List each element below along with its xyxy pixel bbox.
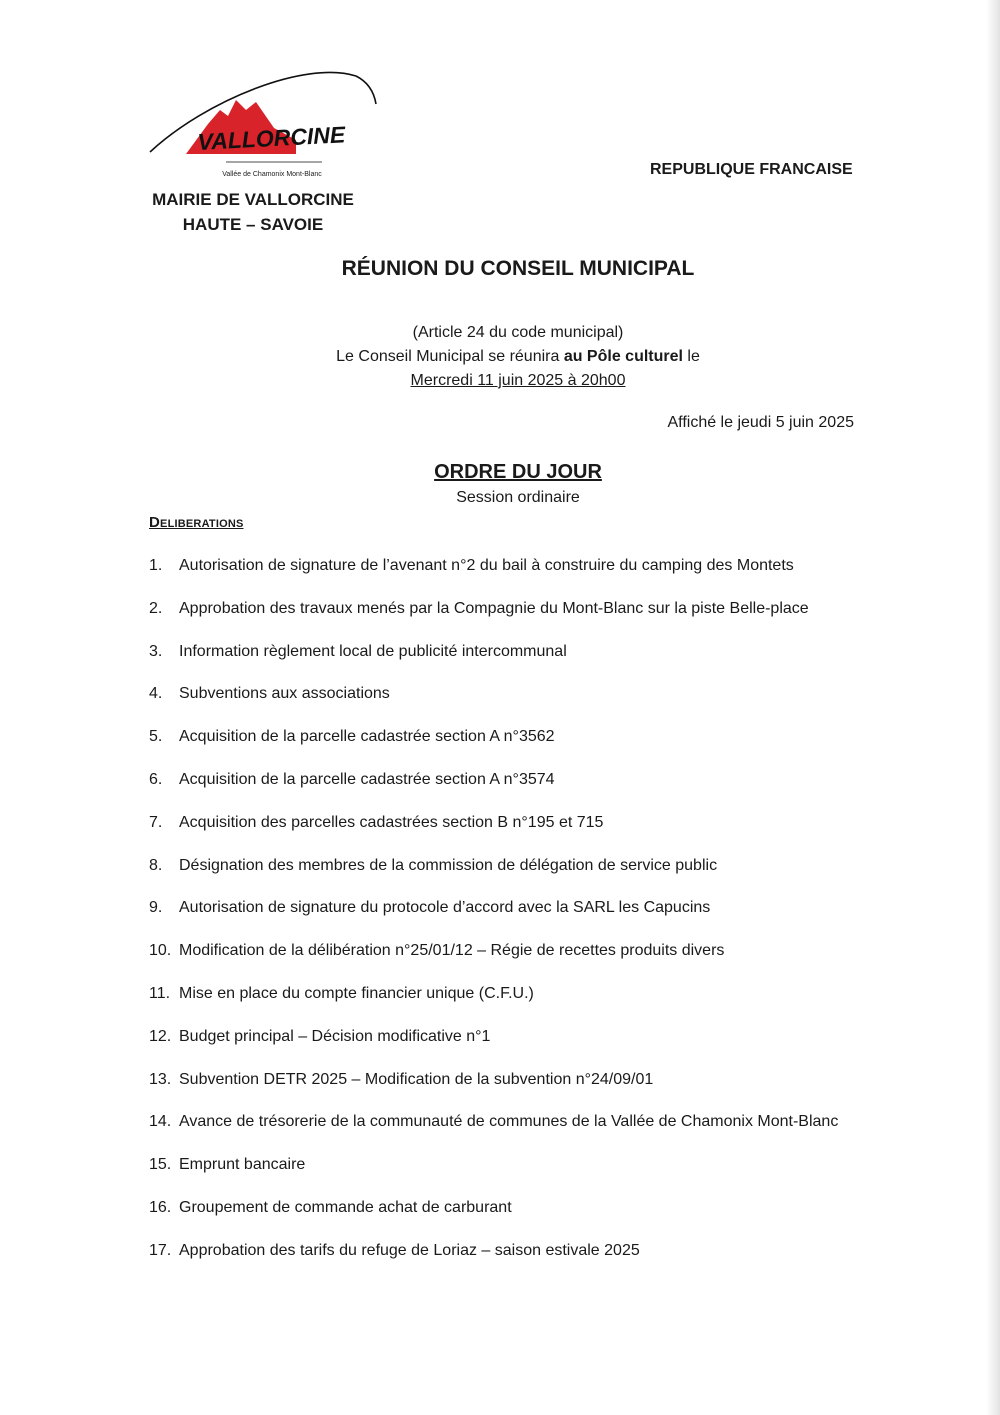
agenda-item-text: Approbation des tarifs du refuge de Loriaz – saison estivale 2025	[179, 1241, 640, 1259]
agenda-item-text: Approbation des travaux menés par la Compagnie du Mont-Blanc sur la piste Belle-place	[179, 599, 809, 617]
agenda-item	[149, 855, 889, 898]
posted-date: Affiché le jeudi 5 juin 2025	[667, 414, 854, 431]
agenda-item-text: Acquisition de la parcelle cadastrée section A n°3562	[179, 728, 555, 746]
agenda-item-text: Subvention DETR 2025 – Modification de la subvention n°24/09/01	[179, 1070, 654, 1088]
agenda-item-text: Subventions aux associations	[179, 685, 390, 703]
mairie-name: MAIRIE DE VALLORCINE	[152, 190, 354, 209]
agenda-item	[149, 983, 889, 1026]
agenda-item-text: Acquisition des parcelles cadastrées section B n°195 et 715	[179, 813, 604, 831]
agenda-item-number: 6.	[149, 770, 163, 788]
agenda-heading: ORDRE DU JOUR	[434, 461, 602, 483]
agenda-item	[149, 1069, 889, 1112]
agenda-item-text: Information règlement local de publicité intercommunal	[179, 642, 567, 660]
agenda-item-number: 16.	[149, 1198, 172, 1216]
convocation-block	[0, 321, 1000, 393]
agenda-item-text: Désignation des membres de la commission de délégation de service public	[179, 856, 718, 874]
agenda-item-number: 10.	[149, 942, 172, 960]
logo-wordmark: VALLORCINE	[196, 121, 346, 155]
agenda-item	[149, 1240, 889, 1283]
agenda-item-number: 4.	[149, 685, 163, 703]
agenda-item-number: 1.	[149, 557, 163, 574]
agenda-item	[149, 1197, 889, 1240]
agenda-item-number: 11.	[149, 984, 171, 1002]
agenda-item	[149, 555, 889, 598]
session-type: Session ordinaire	[456, 489, 580, 506]
agenda-item	[149, 1154, 889, 1197]
agenda-item-text: Autorisation de signature du protocole d’accord avec la SARL les Capucins	[179, 899, 711, 917]
agenda-item-text: Autorisation de signature de l’avenant n°2 du bail à construire du camping des Montets	[179, 557, 794, 574]
agenda-item-text: Groupement de commande achat de carburant	[179, 1198, 512, 1216]
agenda-item-number: 2.	[149, 599, 163, 617]
agenda-item	[149, 812, 889, 855]
article-reference: (Article 24 du code municipal)	[412, 324, 624, 341]
agenda-item-text: Mise en place du compte financier unique (C.F.U.)	[179, 984, 534, 1002]
agenda-item-text: Avance de trésorerie de la communauté de communes de la Vallée de Chamonix Mont-Blanc	[179, 1113, 839, 1131]
agenda-item-number: 13.	[149, 1070, 172, 1088]
agenda-item-number: 8.	[149, 856, 163, 874]
agenda-item	[149, 641, 889, 684]
agenda-item	[149, 940, 889, 983]
agenda-item	[149, 1111, 889, 1154]
agenda-item	[149, 1026, 889, 1069]
agenda-item-number: 9.	[149, 899, 163, 917]
scan-edge-shadow	[986, 0, 1000, 1415]
page-title: RÉUNION DU CONSEIL MUNICIPAL	[341, 257, 695, 280]
agenda-item	[149, 683, 889, 726]
logo-tagline: Vallée de Chamonix Mont-Blanc	[222, 171, 322, 178]
agenda-item-text: Budget principal – Décision modificative n°1	[179, 1027, 491, 1045]
mairie-block	[150, 187, 356, 237]
agenda-list	[149, 555, 889, 1283]
convocation-text: Le Conseil Municipal se réunira	[336, 348, 564, 365]
agenda-item	[149, 726, 889, 769]
meeting-place: au Pôle culturel	[563, 348, 683, 365]
agenda-item-number: 17.	[149, 1241, 172, 1259]
republique-heading: REPUBLIQUE FRANCAISE	[650, 161, 853, 178]
agenda-item-number: 14.	[149, 1113, 172, 1131]
department: HAUTE – SAVOIE	[182, 215, 324, 234]
agenda-item	[149, 897, 889, 940]
agenda-item-number: 5.	[149, 728, 163, 746]
agenda-item-number: 3.	[149, 642, 163, 660]
agenda-item	[149, 598, 889, 641]
agenda-item	[149, 769, 889, 812]
convocation-end: le	[682, 348, 700, 365]
agenda-item-number: 15.	[149, 1156, 172, 1174]
agenda-item-text: Modification de la délibération n°25/01/12 – Régie de recettes produits divers	[179, 942, 725, 960]
meeting-date: Mercredi 11 juin 2025 à 20h00	[410, 372, 626, 389]
vallorcine-logo	[146, 70, 382, 182]
agenda-item-number: 7.	[149, 813, 163, 831]
convocation-line	[0, 345, 1000, 369]
section-label-deliberations: Deliberations	[149, 514, 244, 531]
agenda-item-text: Emprunt bancaire	[179, 1156, 306, 1174]
agenda-item-number: 12.	[149, 1027, 172, 1045]
agenda-item-text: Acquisition de la parcelle cadastrée section A n°3574	[179, 770, 555, 788]
